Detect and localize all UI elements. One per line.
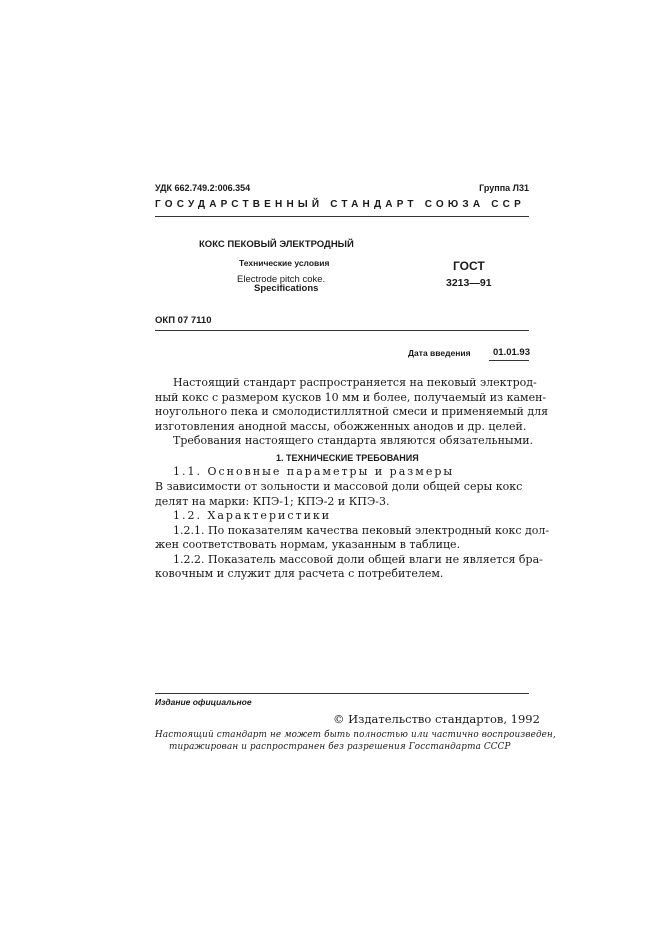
reproduction-notice-line-1: Настоящий стандарт не может быть полностью или частично воспроизведен, xyxy=(155,730,556,740)
intro-date-label: Дата введения xyxy=(408,348,471,358)
footer-divider xyxy=(155,693,529,694)
official-edition: Издание официальное xyxy=(155,697,252,707)
intro-line-1: Настоящий стандарт распространяется на пековый электрод- xyxy=(173,376,537,389)
clause-1-1-line-1: В зависимости от зольности и массовой доли общей серы кокс xyxy=(155,480,523,493)
okp-divider xyxy=(155,330,529,331)
clause-1-2-2-line-1: 1.2.2. Показатель массовой доли общей влаги не является бра- xyxy=(173,552,543,566)
clause-1-2-heading: 1.2. Характеристики xyxy=(173,509,332,522)
gost-number: 3213—91 xyxy=(446,277,492,289)
clause-1-1-line-2: делят на марки: КПЭ-1; КПЭ-2 и КПЭ-3. xyxy=(155,494,390,508)
mandatory-statement: Требования настоящего стандарта являются обязательными. xyxy=(173,434,534,447)
clause-1-2-1-line-1: 1.2.1. По показателям качества пековый электродный кокс дол- xyxy=(173,523,550,537)
intro-line-4: изготовления анодной массы, обожженных анодов и др. целей. xyxy=(155,419,527,433)
intro-line-2: ный кокс с размером кусков 10 мм и более, получаемый из камен- xyxy=(155,390,547,404)
okp-code: ОКП 07 7110 xyxy=(155,315,212,326)
udk-code: УДК 662.749.2:006.354 xyxy=(155,183,251,193)
intro-date-underline xyxy=(489,360,529,361)
reproduction-notice-line-2: тиражирован и распространен без разрешения Госстандарта СССР xyxy=(169,742,511,752)
section-title: 1. ТЕХНИЧЕСКИЕ ТРЕБОВАНИЯ xyxy=(276,453,419,463)
copyright-line: © Издательство стандартов, 1992 xyxy=(333,712,540,726)
clause-1-2-2-line-2: ковочным и служит для расчета с потребителем. xyxy=(155,567,444,580)
subtitle-ru: Технические условия xyxy=(239,258,330,268)
gost-label: ГОСТ xyxy=(453,259,485,273)
intro-line-3: ноугольного пека и смолодистиллятной смеси и применяемый для xyxy=(155,405,549,418)
title-en: Electrode pitch coke. xyxy=(237,274,326,285)
group-label: Группа Л31 xyxy=(479,183,529,193)
subtitle-en: Specifications xyxy=(254,283,319,294)
clause-1-2-1-line-2: жен соответствовать нормам, указанным в таблице. xyxy=(155,538,461,551)
header-divider xyxy=(155,216,529,217)
state-standard-heading: ГОСУДАРСТВЕННЫЙ СТАНДАРТ СОЮЗА ССР xyxy=(155,199,525,210)
title-ru: КОКС ПЕКОВЫЙ ЭЛЕКТРОДНЫЙ xyxy=(199,239,354,250)
clause-1-1-heading: 1.1. Основные параметры и размеры xyxy=(173,465,455,478)
intro-date-value: 01.01.93 xyxy=(493,347,530,358)
